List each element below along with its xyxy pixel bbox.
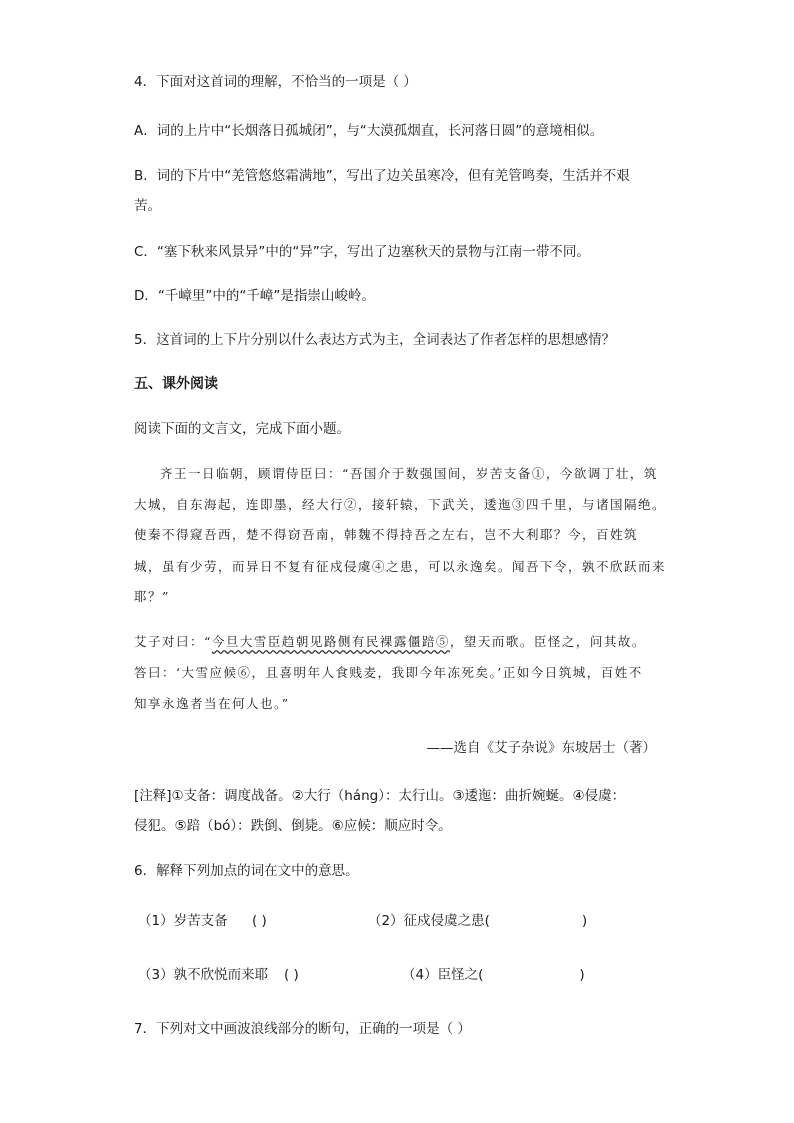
passage-source: ——选自《艾子杂说》东坡居士（著）	[426, 740, 656, 756]
q6-item-4-close: )	[579, 967, 585, 983]
q6-item-3-blank[interactable]: ( )	[284, 967, 299, 983]
q6-item-2-close: )	[581, 913, 588, 929]
passage-line-1: 齐王一日临朝，顾谓侍臣曰：“吾国介于数强国间，岁苦支备①，今欲调丁壮，筑	[160, 466, 658, 481]
passage-line-4: 城，虽有少劳，而异日不复有征戍侵虞④之患，可以永逸矣。闻吾下令，孰不欣跃而来	[134, 559, 667, 574]
passage-line-8: 知享永逸者当在何人也。”	[134, 696, 290, 711]
q6-item-1: （1）岁苦支备	[138, 913, 228, 929]
passage-line-6-suffix: ，望天而歌。臣怪之，问其故。	[449, 634, 646, 649]
passage-line-3: 使秦不得窥吾西，楚不得窃吾南，韩魏不得持吾之左右，岂不大利耶？今，百姓筑	[134, 527, 639, 542]
passage-line-6	[134, 632, 664, 652]
wavy-underlined-text: 今旦大雪臣趋朝见路侧有民裸露僵踣⑤	[211, 634, 450, 649]
passage-line-2: 大城，自东海起，连即墨，经大行②，接轩辕，下武关，逶迤③四千里，与诸国隔绝。	[134, 497, 667, 512]
notes-line-2: 侵犯。⑤踣（bó）：跌倒、倒毙。⑥应候：顺应时令。	[134, 818, 452, 834]
question-6-stem: 6．解释下列加点的词在文中的意思。	[134, 863, 359, 879]
notes-line-1: [注释]①支备：调度战备。②大行（háng）：太行山。③逶迤：曲折婉蜒。④侵虞：	[134, 788, 626, 804]
question-4-option-b-line1: B．词的下片中“羌管悠悠霜满地”，写出了边关虽寒冷，但有羌管鸣奏，生活并不艰	[134, 168, 630, 184]
question-4-option-b-line2: 苦。	[134, 198, 161, 214]
question-4-option-a: A．词的上片中“长烟落日孤城闭”，与“大漠孤烟直，长河落日圆”的意境相似。	[134, 123, 604, 139]
question-7-stem: 7．下列对文中画波浪线部分的断句，正确的一项是（ ）	[134, 1021, 471, 1037]
question-4-stem: 4．下面对这首词的理解，不恰当的一项是（ ）	[134, 74, 417, 90]
q6-item-3: （3）孰不欣悦而来耶	[138, 967, 269, 983]
question-5: 5．这首词的上下片分别以什么表达方式为主，全词表达了作者怎样的思想感情？	[134, 332, 616, 348]
passage-line-5: 耶？”	[134, 589, 170, 604]
section-title: 五、课外阅读	[134, 376, 218, 392]
q6-item-1-blank[interactable]: ( )	[252, 913, 267, 929]
q6-item-2: （2）征戍侵虞之患(	[368, 913, 490, 929]
question-4-option-d: D．“千嶂里”中的“千嶂”是指崇山峻岭。	[134, 288, 375, 304]
passage-line-7: 答曰：‘大雪应候⑥，且喜明年人食贱麦，我即今年冻死矣。’正如今日筑城，百姓不	[134, 665, 643, 680]
q6-item-4: （4）臣怪之(	[402, 967, 484, 983]
reading-intro: 阅读下面的文言文，完成下面小题。	[134, 421, 350, 437]
question-4-option-c: C．“塞下秋来风景异”中的“异”字，写出了边塞秋天的景物与江南一带不同。	[134, 244, 590, 260]
question-6-row-1	[138, 911, 658, 931]
passage-line-6-prefix: 艾子对曰：“	[134, 634, 212, 649]
question-6-row-2	[138, 965, 658, 985]
